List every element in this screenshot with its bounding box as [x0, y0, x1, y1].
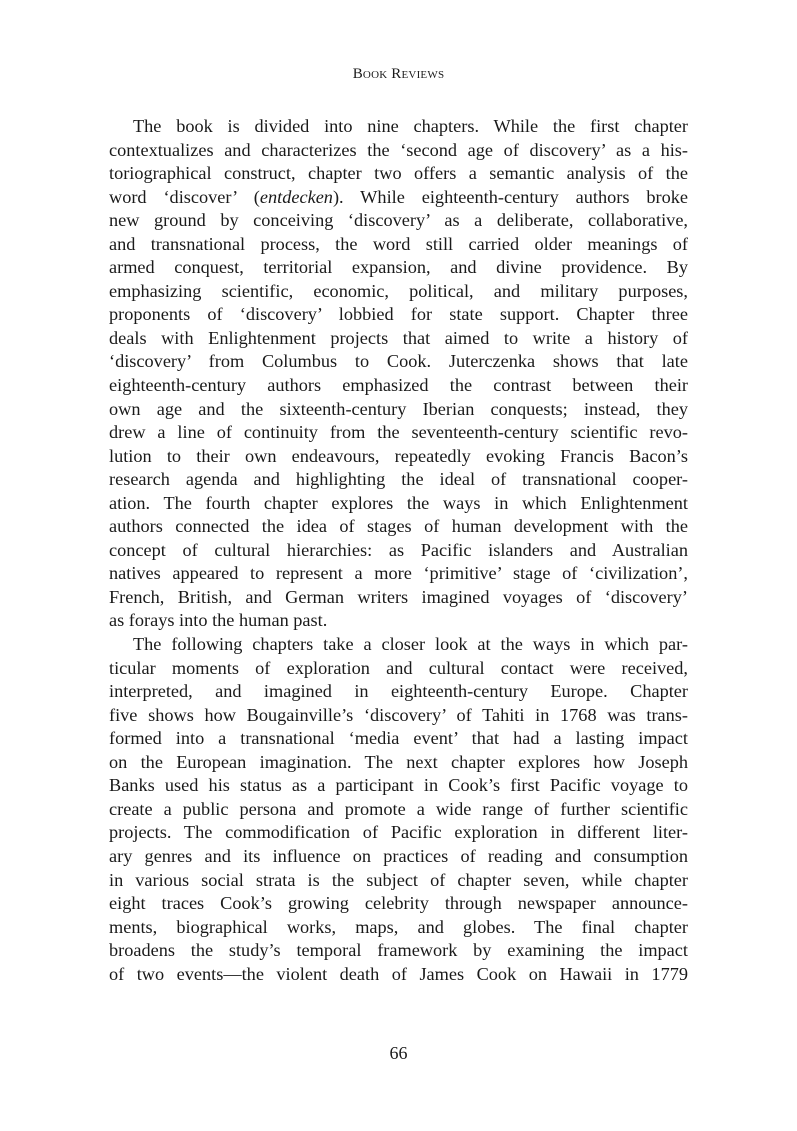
text-line: research agenda and highlighting the ideal of transnational cooper- [109, 469, 688, 490]
body-text [109, 115, 688, 986]
text-line: as forays into the human past. [109, 610, 328, 631]
text-line: formed into a transnational ‘media event’ that had a lasting impact [109, 728, 688, 749]
text-line: proponents of ‘discovery’ lobbied for state support. Chapter three [109, 304, 688, 325]
text-line: create a public persona and promote a wide range of further scientific [109, 798, 688, 819]
text-line: on the European imagination. The next chapter explores how Joseph [109, 751, 688, 772]
text-line: natives appeared to represent a more ‘primitive’ stage of ‘civilization’, [109, 563, 688, 584]
text-line: interpreted, and imagined in eighteenth-century Europe. Chapter [109, 681, 688, 702]
text-line: lution to their own endeavours, repeatedly evoking Francis Bacon’s [109, 445, 688, 466]
text-line: ation. The fourth chapter explores the ways in which Enlightenment [109, 492, 688, 513]
text-line: ticular moments of exploration and cultural contact were received, [109, 657, 688, 678]
text-line: The book is divided into nine chapters. While the first chapter [133, 116, 688, 136]
text-line: armed conquest, territorial expansion, and divine providence. By [109, 257, 688, 278]
text-line: eighteenth-century authors emphasized the contrast between their [109, 375, 688, 396]
text-line: ments, biographical works, maps, and globes. The final chapter [109, 916, 688, 937]
text-line: new ground by conceiving ‘discovery’ as a deliberate, collaborative, [109, 210, 688, 231]
text-line: contextualizes and characterizes the ‘second age of discovery’ as a his- [109, 139, 688, 160]
text-line: deals with Enlightenment projects that aimed to write a history of [109, 327, 688, 348]
text-line: authors connected the idea of stages of human development with the [109, 516, 688, 537]
page-number: 66 [389, 1043, 408, 1063]
text-line: in various social strata is the subject of chapter seven, while chapter [109, 869, 688, 890]
paragraph-1 [109, 115, 688, 633]
text-line: broadens the study’s temporal framework by examining the impact [109, 940, 688, 961]
text-line: of two events—the violent death of James Cook on Hawaii in 1779 [109, 963, 688, 984]
text-line: ary genres and its influence on practices of reading and consumption [109, 845, 688, 866]
text-line: French, British, and German writers imagined voyages of ‘discovery’ [109, 586, 688, 607]
text-line: and transnational process, the word still carried older meanings of [109, 233, 688, 254]
running-head: Book Reviews [352, 66, 445, 82]
text-line: ‘discovery’ from Columbus to Cook. Juterczenka shows that late [109, 351, 688, 372]
text-line: five shows how Bougainville’s ‘discovery’ of Tahiti in 1768 was trans- [109, 704, 688, 725]
text-line: word ‘discover’ (entdecken). While eighteenth-century authors broke [109, 186, 688, 207]
text-line: emphasizing scientific, economic, political, and military purposes, [109, 280, 688, 301]
text-line: drew a line of continuity from the seventeenth-century scientific revo- [109, 422, 688, 443]
text-line: projects. The commodification of Pacific exploration in different liter- [109, 822, 688, 843]
text-line: own age and the sixteenth-century Iberian conquests; instead, they [109, 398, 688, 419]
text-line: concept of cultural hierarchies: as Pacific islanders and Australian [109, 539, 688, 560]
text-line: toriographical construct, chapter two offers a semantic analysis of the [109, 163, 688, 184]
text-line: Banks used his status as a participant in Cook’s first Pacific voyage to [109, 775, 688, 796]
text-line: The following chapters take a closer look at the ways in which par- [133, 634, 688, 655]
text-line: eight traces Cook’s growing celebrity through newspaper announce- [109, 893, 688, 914]
italic-term: entdecken [259, 186, 333, 207]
paragraph-2 [109, 633, 688, 986]
